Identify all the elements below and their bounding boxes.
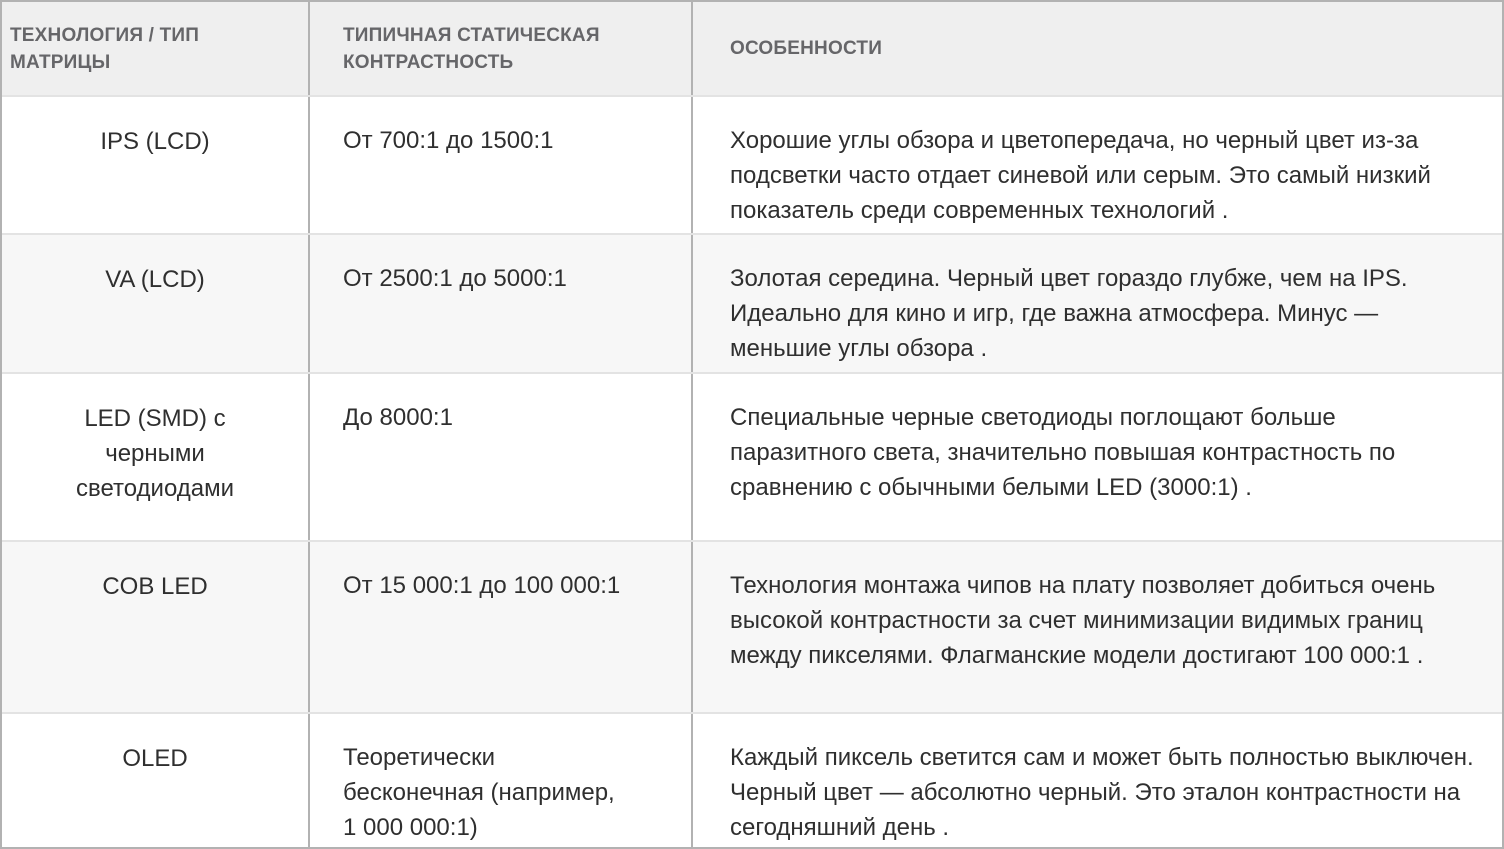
contrast-cell: От 700:1 до 1500:1 bbox=[310, 97, 693, 233]
technology-cell: COB LED bbox=[2, 542, 310, 712]
features-cell: Технология монтажа чипов на плату позволяет добиться очень высокой контрастности за счет минимизации видимых границ между пикселями. Флагманские модели достигают 100 000:1 . bbox=[730, 572, 1436, 669]
features-cell: Специальные черные светодиоды поглощают больше паразитного света, значительно повышая контрастность по сравнению с обычными белыми LED (3000:1) . bbox=[730, 404, 1396, 501]
features-cell: Золотая середина. Черный цвет гораздо глубже, чем на IPS. Идеально для кино и игр, где важна атмосфера. Минус — меньшие углы обзора . bbox=[730, 265, 1408, 362]
contrast-cell: От 15 000:1 до 100 000:1 bbox=[310, 542, 693, 712]
technology-cell: LED (SMD) с черными светодиодами bbox=[2, 374, 310, 540]
column-header-contrast-label: ТИПИЧНАЯ СТАТИЧЕСКАЯ КОНТРАСТНОСТЬ bbox=[343, 24, 600, 73]
table-row-cob-led bbox=[2, 540, 1502, 712]
table-header-row bbox=[2, 2, 1502, 95]
table-row-led-smd bbox=[2, 372, 1502, 540]
contrast-cell: До 8000:1 bbox=[310, 374, 693, 540]
features-cell: Каждый пиксель светится сам и может быть полностью выключен. Черный цвет — абсолютно черный. Это эталон контрастности на сегодняшний день . bbox=[730, 744, 1474, 841]
contrast-cell: Теоретически бесконечная (например, 1 000 000:1) bbox=[310, 714, 693, 849]
technology-cell: IPS (LCD) bbox=[2, 97, 310, 233]
column-header-contrast bbox=[310, 2, 693, 95]
column-header-features-label: ОСОБЕННОСТИ bbox=[730, 38, 883, 59]
technology-cell: OLED bbox=[2, 714, 310, 849]
features-cell: Хорошие углы обзора и цветопередача, но черный цвет из-за подсветки часто отдает синевой или серым. Это самый низкий показатель среди современных технологий . bbox=[730, 127, 1431, 224]
table-row-oled bbox=[2, 712, 1502, 849]
table-row-va bbox=[2, 233, 1502, 372]
contrast-cell: От 2500:1 до 5000:1 bbox=[310, 235, 693, 372]
table-row-ips bbox=[2, 95, 1502, 233]
column-header-technology-label: ТЕХНОЛОГИЯ / ТИП МАТРИЦЫ bbox=[10, 24, 200, 73]
column-header-technology bbox=[2, 2, 310, 95]
column-header-features bbox=[693, 2, 1502, 95]
technology-cell: VA (LCD) bbox=[2, 235, 310, 372]
